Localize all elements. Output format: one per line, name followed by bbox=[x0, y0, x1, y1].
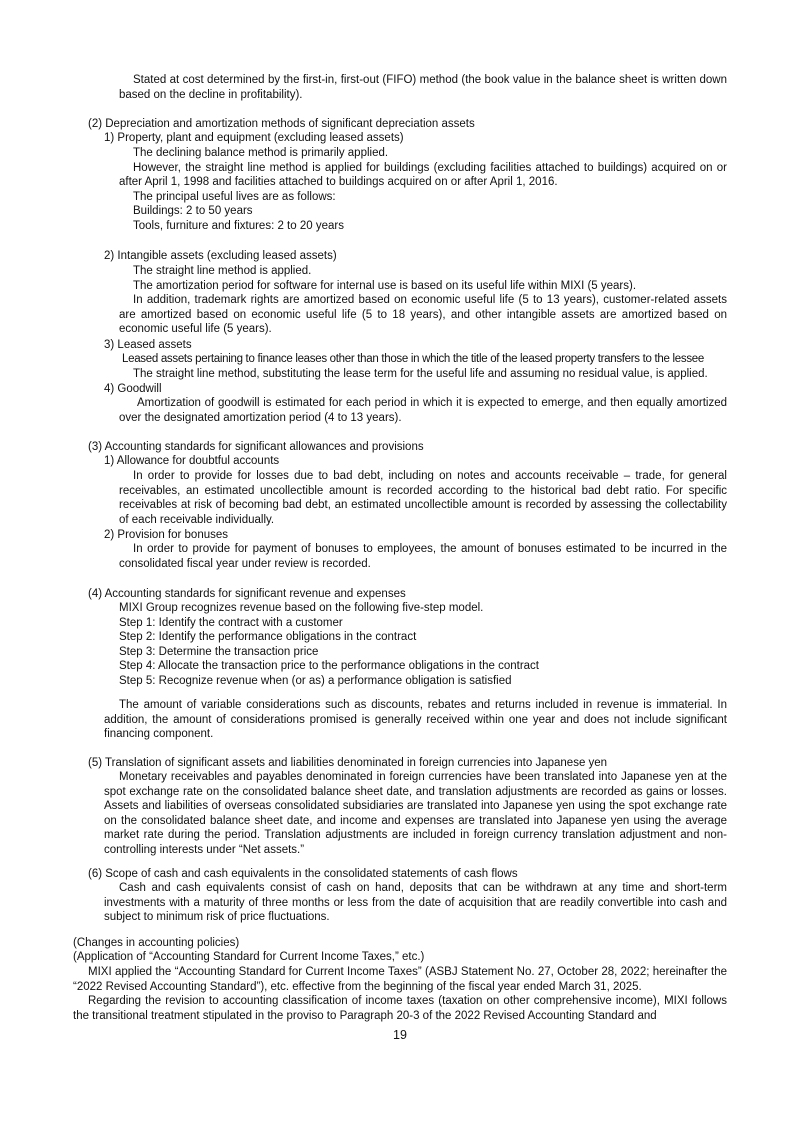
revenue-para-1: The amount of variable considerations such as discounts, rebates and returns included in revenue is immaterial. In addition, the amount of considerations promised is generally received within one year and does not include significant financing component. bbox=[104, 699, 727, 741]
subsection-heading: 2) Intangible assets (excluding leased assets) bbox=[104, 250, 337, 262]
goodwill-heading bbox=[104, 382, 162, 397]
bonuses-para-1: In order to provide for payment of bonuses to employees, the amount of bonuses estimated to be incurred in the consolidated fiscal year under review is recorded. bbox=[119, 543, 727, 570]
step-5: Step 5: Recognize revenue when (or as) a performance obligation is satisfied bbox=[119, 674, 512, 687]
policy-heading: (Changes in accounting policies) bbox=[73, 937, 240, 949]
section-2-heading bbox=[88, 117, 475, 132]
changes-para-1: MIXI applied the “Accounting Standard for Current Income Taxes” (ASBJ Statement No. 27, October 28, 2022; hereinafter the “2022 Revised Accounting Standard”), etc. effective from the beginning of the fiscal year ended March 31, 2025. bbox=[73, 966, 727, 993]
section-4-heading bbox=[88, 587, 406, 602]
doubtful-para-1: In order to provide for losses due to bad debt, including on notes and accounts receivable – trade, for general receivables, an estimated uncollectible amount is recorded according to the historical bad debt ratio. For specific receivables at risk of becoming bad debt, an estimated uncollectible amount is recorded by assessing the collectability of each receivable individually. bbox=[119, 470, 727, 526]
ppe-body bbox=[119, 146, 727, 234]
section-3-heading bbox=[88, 440, 424, 455]
goodwill-para-1: Amortization of goodwill is estimated for each period in which it is expected to emerge, and then equally amortized over the designated amortization period (4 to 13 years). bbox=[119, 397, 727, 424]
changes-subheading bbox=[73, 950, 424, 965]
ppe-para-3: The principal useful lives are as follows: bbox=[133, 190, 336, 203]
subsection-heading: 2) Provision for bonuses bbox=[104, 529, 229, 541]
ppe-para-4: Buildings: 2 to 50 years bbox=[133, 205, 253, 218]
section-heading: (6) Scope of cash and cash equivalents in the consolidated statements of cash flows bbox=[88, 868, 518, 880]
leased-line-1 bbox=[122, 352, 728, 367]
bonuses-body bbox=[119, 542, 727, 571]
leased-para-2: The straight line method, substituting the lease term for the useful life and assuming no residual value, is applied. bbox=[133, 368, 708, 380]
section-heading: (4) Accounting standards for significant revenue and expenses bbox=[88, 588, 406, 600]
subsection-heading: 1) Property, plant and equipment (excluding leased assets) bbox=[104, 132, 404, 144]
fx-body bbox=[104, 770, 727, 858]
cash-para-1: Cash and cash equivalents consist of cash on hand, deposits that can be withdrawn at any time and short-term investments with a maturity of three months or less from the date of acquisition that are readily convertible into cash and subject to minimum risk of price fluctuations. bbox=[104, 882, 727, 924]
inventory-paragraph bbox=[119, 73, 727, 102]
intangible-para-2: The amortization period for software for internal use is based on its useful life within MIXI (5 years). bbox=[133, 279, 637, 292]
fx-para-1: Monetary receivables and payables denominated in foreign currencies have been translated into Japanese yen at the spot exchange rate on the consolidated balance sheet date, and translation adjustments are recorded as gains or losses. Assets and liabilities of overseas consolidated subsidiaries are translated into Japanese yen using the spot exchange rate on the consolidated balance sheet date, and income and expenses are translated into Japanese yen using the average market rate during the period. Translation adjustments are included in foreign currency translation adjustment and non-controlling interests under “Net assets.” bbox=[104, 771, 727, 856]
policy-subheading: (Application of “Accounting Standard for Current Income Taxes,” etc.) bbox=[73, 951, 425, 963]
intangible-para-3: In addition, trademark rights are amortized based on economic useful life (5 to 13 years), customer-related assets are amortized based on economic useful life (5 to 18 years), and other intangible assets are amortized based on economic useful life (5 years). bbox=[119, 294, 727, 336]
doubtful-body bbox=[119, 469, 727, 527]
step-4: Step 4: Allocate the transaction price to the performance obligations in the contract bbox=[119, 660, 539, 673]
leased-heading bbox=[104, 338, 192, 353]
intangible-heading bbox=[104, 249, 337, 264]
ppe-para-2: However, the straight line method is applied for buildings (excluding facilities attached to buildings) acquired on or after April 1, 1998 and facilities attached to buildings acquired on or after April 1, 2016. bbox=[119, 161, 727, 189]
ppe-para-1: The declining balance method is primarily applied. bbox=[133, 147, 389, 159]
inventory-text: Stated at cost determined by the first-in, first-out (FIFO) method (the book value in the balance sheet is written down based on the decline in profitability). bbox=[119, 74, 727, 101]
changes-body bbox=[73, 965, 727, 1023]
ppe-heading bbox=[104, 131, 404, 146]
changes-para-2: Regarding the revision to accounting classification of income taxes (taxation on other comprehensive income), MIXI follows the transitional treatment stipulated in the proviso to Paragraph 20-3 of the 2022 Revised Accounting Standard and bbox=[73, 995, 727, 1022]
goodwill-body bbox=[119, 396, 727, 425]
leased-para-1: Leased assets pertaining to finance leases other than those in which the title of the leased property transfers to the lessee bbox=[122, 353, 704, 365]
subsection-heading: 4) Goodwill bbox=[104, 383, 162, 395]
page-number: 19 bbox=[393, 1028, 407, 1042]
revenue-intro: MIXI Group recognizes revenue based on the following five-step model. bbox=[119, 602, 484, 614]
section-5-heading bbox=[88, 756, 607, 771]
doubtful-heading bbox=[104, 454, 279, 469]
section-6-heading bbox=[88, 867, 518, 882]
step-1: Step 1: Identify the contract with a customer bbox=[119, 616, 343, 629]
revenue-steps bbox=[119, 601, 727, 689]
section-heading: (3) Accounting standards for significant allowances and provisions bbox=[88, 441, 424, 453]
subsection-heading: 1) Allowance for doubtful accounts bbox=[104, 455, 280, 467]
subsection-heading: 3) Leased assets bbox=[104, 339, 192, 351]
step-3: Step 3: Determine the transaction price bbox=[119, 645, 319, 658]
section-heading: (5) Translation of significant assets and liabilities denominated in foreign currencies into Japanese yen bbox=[88, 757, 608, 769]
step-2: Step 2: Identify the performance obligations in the contract bbox=[119, 631, 417, 644]
revenue-body bbox=[104, 698, 727, 742]
leased-line-2 bbox=[133, 367, 728, 382]
bonuses-heading bbox=[104, 528, 228, 543]
intangible-body bbox=[119, 264, 727, 337]
ppe-para-5: Tools, furniture and fixtures: 2 to 20 years bbox=[133, 219, 344, 232]
intangible-para-1: The straight line method is applied. bbox=[133, 265, 312, 277]
changes-heading bbox=[73, 936, 239, 951]
section-heading: (2) Depreciation and amortization methods of significant depreciation assets bbox=[88, 118, 475, 130]
cash-body bbox=[104, 881, 727, 925]
